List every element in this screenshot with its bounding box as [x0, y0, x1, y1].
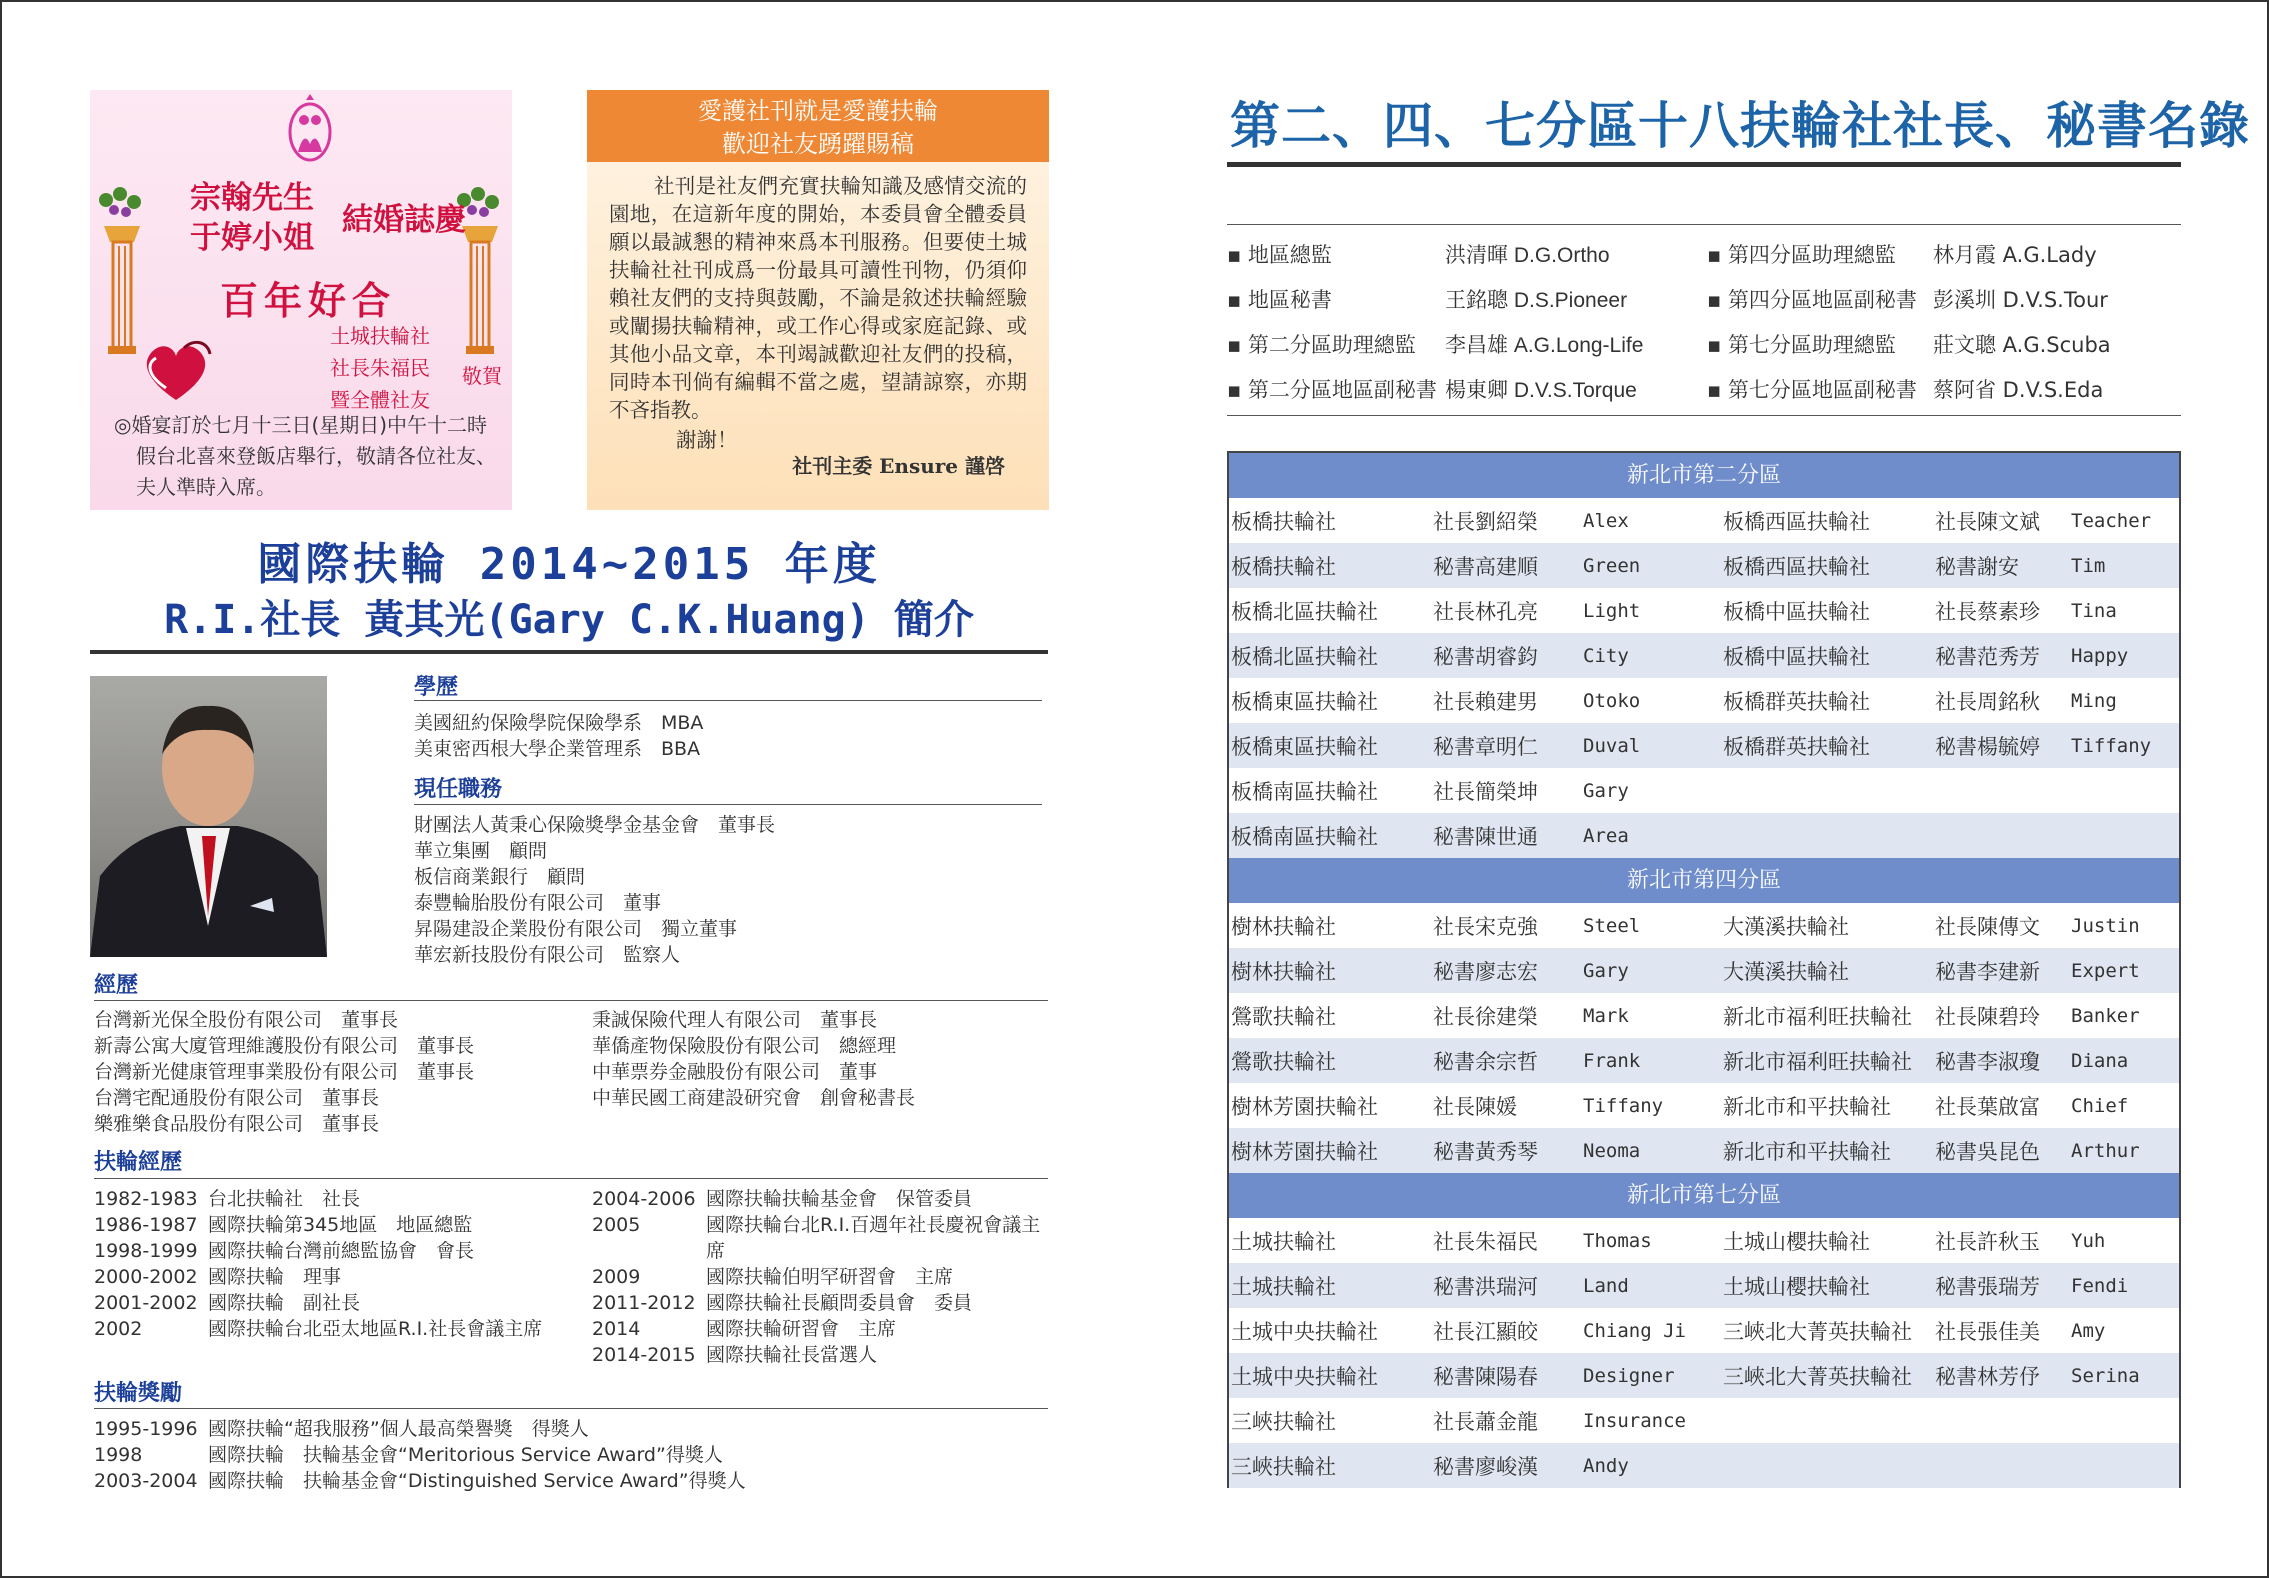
table-cell: Chiang Ji: [1583, 1319, 1686, 1342]
table-cell: 秘書高建順: [1433, 554, 1538, 579]
table-cell: 板橋扶輪社: [1231, 554, 1336, 579]
bullet-icon: ▪: [1707, 287, 1722, 312]
president-portrait: [90, 676, 327, 957]
bullet-icon: ▪: [1227, 287, 1242, 312]
table-row: [1229, 1443, 2179, 1488]
table-row: [1229, 1308, 2179, 1353]
table-row: [1229, 768, 2179, 813]
officer-row: ▪ 第二分區地區副秘書 楊東卿 D.V.S.Torque ▪ 第七分區地區副秘書 蔡阿省 D.V.S.Eda: [1227, 377, 2104, 402]
table-cell: 鶯歌扶輪社: [1231, 1049, 1336, 1074]
table-cell: 秘書林芳伃: [1935, 1364, 2040, 1389]
table-cell: 土城扶輪社: [1231, 1229, 1336, 1254]
table-cell: 社長賴建男: [1433, 689, 1538, 714]
table-cell: 社長朱福民: [1433, 1229, 1538, 1254]
table-cell: 秘書余宗哲: [1433, 1049, 1538, 1074]
table-cell: 新北市福利旺扶輪社: [1723, 1004, 1912, 1029]
table-cell: Fendi: [2071, 1274, 2129, 1297]
table-cell: 秘書陳世通: [1433, 824, 1538, 849]
list-item: 2003-2004 國際扶輪 扶輪基金會“Distinguished Service Award”得獎人: [94, 1470, 746, 1492]
table-cell: Expert: [2071, 959, 2140, 982]
table-cell: Teacher: [2071, 509, 2152, 532]
table-cell: Happy: [2071, 644, 2129, 667]
table-cell: 板橋扶輪社: [1231, 509, 1336, 534]
table-cell: Designer: [1583, 1364, 1675, 1387]
table-cell: 秘書張瑞芳: [1935, 1274, 2040, 1299]
club-roster-table: [1227, 451, 2181, 1488]
table-cell: 鶯歌扶輪社: [1231, 1004, 1336, 1029]
table-cell: 板橋北區扶輪社: [1231, 599, 1378, 624]
current-positions-list: 財團法人黃秉心保險獎學金基金會 董事長 華立集團 顧問 板信商業銀行 顧問 泰豐輪胎股份有限公司 董事 昇陽建設企業股份有限公司 獨立董事 華宏新技股份有限公司 監察人: [414, 814, 776, 966]
giver-regards: 敬賀: [462, 364, 502, 388]
table-cell: 秘書吳昆色: [1935, 1139, 2040, 1164]
table-cell: Amy: [2071, 1319, 2106, 1342]
table-cell: Gary: [1583, 959, 1629, 982]
table-cell: 社長簡榮坤: [1433, 779, 1538, 804]
table-cell: 社長陳媛: [1433, 1094, 1517, 1119]
awards-list: [94, 1416, 746, 1494]
table-cell: 板橋東區扶輪社: [1231, 689, 1378, 714]
table-row: [1229, 1353, 2179, 1398]
table-cell: Chief: [2071, 1094, 2129, 1117]
table-cell: 新北市和平扶輪社: [1723, 1094, 1891, 1119]
portrait-icon: [90, 676, 327, 957]
table-row: [1229, 633, 2179, 678]
table-cell: Andy: [1583, 1454, 1629, 1477]
table-row: [1229, 543, 2179, 588]
wedding-announcement: [90, 90, 512, 510]
list-item: 2005 國際扶輪台北R.I.百週年社長慶祝會議主席: [592, 1214, 1041, 1262]
journal-heading: 愛護社刊就是愛護扶輪 歡迎社友踴躍賜稿: [587, 90, 1049, 162]
experience-list-left: 台灣新光保全股份有限公司 董事長 新壽公寓大廈管理維護股份有限公司 董事長 台灣新光健康管理事業股份有限公司 董事長 台灣宅配通股份有限公司 董事長 樂雅樂食品股份有限公司 董事長: [94, 1009, 475, 1135]
bullet-icon: ▪: [1707, 242, 1722, 267]
table-cell: 秘書李建新: [1935, 959, 2040, 984]
table-cell: 板橋西區扶輪社: [1723, 554, 1870, 579]
table-cell: 新北市福利旺扶輪社: [1723, 1049, 1912, 1074]
table-row: [1229, 723, 2179, 768]
table-row: [1229, 1263, 2179, 1308]
education-label: 學歷: [414, 675, 459, 700]
couple-names: 宗翰先生 于婷小姐: [190, 180, 314, 256]
table-cell: Arthur: [2071, 1139, 2140, 1162]
table-cell: 社長陳傳文: [1935, 914, 2040, 939]
list-item: 1982-1983 台北扶輪社 社長: [94, 1188, 361, 1210]
list-item: 2014-2015 國際扶輪社長當選人: [592, 1344, 878, 1366]
roster-title: 第二、四、七分區十八扶輪社社長、秘書名錄: [1230, 97, 2250, 155]
table-cell: Steel: [1583, 914, 1641, 937]
table-cell: Tiffany: [1583, 1094, 1664, 1117]
rotary-experience-label: 扶輪經歷: [94, 1150, 183, 1175]
table-cell: Tiffany: [2071, 734, 2152, 757]
table-cell: 三峽北大菁英扶輪社: [1723, 1319, 1912, 1344]
ri-president-title: 國際扶輪 2014~2015 年度 R.I.社長 黃其光(Gary C.K.Huang) 簡介: [164, 539, 974, 643]
district-officers: [1227, 224, 2181, 416]
table-cell: 秘書謝安: [1935, 554, 2019, 579]
table-cell: 大漢溪扶輪社: [1723, 914, 1849, 939]
table-row: [1229, 498, 2179, 543]
table-cell: Green: [1583, 554, 1641, 577]
table-cell: 社長許秋玉: [1935, 1229, 2040, 1254]
table-row: [1229, 903, 2179, 948]
table-cell: 社長蕭金龍: [1433, 1409, 1538, 1434]
table-cell: 土城中央扶輪社: [1231, 1319, 1378, 1344]
table-cell: Diana: [2071, 1049, 2129, 1072]
table-cell: Neoma: [1583, 1139, 1641, 1162]
table-cell: 社長江顯皎: [1433, 1319, 1538, 1344]
table-row: [1229, 588, 2179, 633]
bullet-icon: ▪: [1707, 377, 1722, 402]
table-cell: Tina: [2071, 599, 2117, 622]
table-cell: 樹林扶輪社: [1231, 959, 1336, 984]
table-cell: 板橋東區扶輪社: [1231, 734, 1378, 759]
table-row: [1229, 1128, 2179, 1173]
table-cell: 樹林芳園扶輪社: [1231, 1139, 1378, 1164]
divider: [414, 804, 1042, 805]
divider: [94, 1000, 1048, 1001]
divider: [1227, 162, 2181, 167]
table-cell: Serina: [2071, 1364, 2140, 1387]
bullet-icon: ▪: [1227, 332, 1242, 357]
table-cell: Light: [1583, 599, 1641, 622]
awards-label: 扶輪獎勵: [94, 1381, 183, 1406]
table-cell: 秘書陳陽春: [1433, 1364, 1538, 1389]
table-cell: 秘書胡睿鈞: [1433, 644, 1538, 669]
journal-call-for-articles: [587, 90, 1049, 510]
table-cell: Insurance: [1583, 1409, 1686, 1432]
table-row: [1229, 1218, 2179, 1263]
table-cell: 土城山櫻扶輪社: [1723, 1229, 1870, 1254]
table-cell: 土城扶輪社: [1231, 1274, 1336, 1299]
table-row: [1229, 813, 2179, 858]
table-cell: Justin: [2071, 914, 2140, 937]
table-cell: Alex: [1583, 509, 1629, 532]
table-cell: 板橋西區扶輪社: [1723, 509, 1870, 534]
table-cell: 三峽北大菁英扶輪社: [1723, 1364, 1912, 1389]
list-item: 2001-2002 國際扶輪 副社長: [94, 1292, 361, 1314]
table-cell: Banker: [2071, 1004, 2140, 1027]
wedding-motto: 百年好合: [220, 278, 397, 323]
bullet-icon: ▪: [1227, 242, 1242, 267]
table-cell: 板橋中區扶輪社: [1723, 599, 1870, 624]
table-cell: Land: [1583, 1274, 1629, 1297]
divider: [414, 700, 1042, 701]
table-cell: 樹林扶輪社: [1231, 914, 1336, 939]
bullet-icon: ▪: [1227, 377, 1242, 402]
current-positions-label: 現任職務: [414, 777, 503, 802]
list-item: 2009 國際扶輪伯明罕研習會 主席: [592, 1266, 954, 1288]
table-cell: Gary: [1583, 779, 1629, 802]
table-cell: 秘書李淑瓊: [1935, 1049, 2040, 1074]
bullet-icon: ▪: [1707, 332, 1722, 357]
table-cell: 土城中央扶輪社: [1231, 1364, 1378, 1389]
table-cell: 社長林孔亮: [1433, 599, 1538, 624]
table-cell: City: [1583, 644, 1629, 667]
table-cell: Yuh: [2071, 1229, 2106, 1252]
table-cell: 社長陳碧玲: [1935, 1004, 2040, 1029]
list-item: 1986-1987 國際扶輪第345地區 地區總監: [94, 1214, 473, 1236]
table-cell: 秘書洪瑞河: [1433, 1274, 1538, 1299]
table-cell: 樹林芳園扶輪社: [1231, 1094, 1378, 1119]
table-cell: 板橋南區扶輪社: [1231, 779, 1378, 804]
table-row: [1229, 678, 2179, 723]
list-item: 2000-2002 國際扶輪 理事: [94, 1266, 342, 1288]
table-cell: 板橋中區扶輪社: [1723, 644, 1870, 669]
table-cell: Frank: [1583, 1049, 1641, 1072]
table-cell: 秘書范秀芳: [1935, 644, 2040, 669]
rotary-experience-left: [94, 1186, 564, 1342]
journal-signature: 社刊主委 Ensure 謹啓: [792, 454, 1005, 478]
list-item: 2011-2012 國際扶輪社長顧問委員會 委員: [592, 1292, 973, 1314]
table-cell: 板橋群英扶輪社: [1723, 689, 1870, 714]
table-cell: 社長葉啟富: [1935, 1094, 2040, 1119]
table-row: [1229, 1038, 2179, 1083]
officer-row: ▪ 第二分區助理總監 李昌雄 A.G.Long-Life ▪ 第七分區助理總監 莊文聰 A.G.Scuba: [1227, 332, 2111, 357]
table-row: [1229, 1398, 2179, 1443]
table-cell: 板橋群英扶輪社: [1723, 734, 1870, 759]
experience-list-right: 秉誠保險代理人有限公司 董事長 華僑產物保險股份有限公司 總經理 中華票券金融股份有限公司 董事 中華民國工商建設研究會 創會秘書長: [592, 1009, 916, 1109]
table-cell: Mark: [1583, 1004, 1629, 1027]
list-item: 2014 國際扶輪研習會 主席: [592, 1318, 897, 1340]
table-cell: Ming: [2071, 689, 2117, 712]
table-row: [1229, 948, 2179, 993]
rotary-experience-right: [592, 1186, 1048, 1368]
list-item: 1998-1999 國際扶輪台灣前總監協會 會長: [94, 1240, 475, 1262]
table-cell: 社長劉紹榮: [1433, 509, 1538, 534]
table-cell: 土城山櫻扶輪社: [1723, 1274, 1870, 1299]
hearts-icon: [136, 328, 218, 410]
table-cell: Otoko: [1583, 689, 1641, 712]
table-cell: 社長宋克強: [1433, 914, 1538, 939]
district-group-header: 新北市第二分區: [1229, 453, 2179, 498]
table-cell: 秘書黃秀琴: [1433, 1139, 1538, 1164]
celebration-text: 結婚誌慶: [342, 202, 466, 238]
divider: [90, 650, 1048, 654]
table-row: [1229, 993, 2179, 1038]
banquet-notice: ◎婚宴訂於七月十三日(星期日)中午十二時假台北喜來登飯店舉行，敬請各位社友、夫人準時入席。: [114, 413, 496, 499]
education-list: 美國紐約保險學院保險學系 MBA 美東密西根大學企業管理系 BBA: [414, 712, 704, 760]
table-cell: 社長徐建榮: [1433, 1004, 1538, 1029]
table-cell: 秘書廖志宏: [1433, 959, 1538, 984]
table-cell: 新北市和平扶輪社: [1723, 1139, 1891, 1164]
table-cell: 大漢溪扶輪社: [1723, 959, 1849, 984]
journal-body: 社刊是社友們充實扶輪知識及感情交流的園地，在這新年度的開始，本委員會全體委員願以最誠懇的精神來爲本刊服務。但要使土城扶輪社社刊成爲一份最具可讀性刊物，仍須仰賴社友們的支持與鼓勵，不論是敘述扶輪經驗或闡揚扶輪精神，或工作心得或家庭記錄、或其他小品文章，本刊竭誠歡迎社友們的投稿，同時本刊倘有編輯不當之處，望請諒察，亦期不吝指教。 謝謝！ 社刊主委 Ensure 謹啓: [609, 174, 1027, 478]
list-item: 1998 國際扶輪 扶輪基金會“Meritorious Service Award”得獎人: [94, 1444, 723, 1466]
table-cell: Duval: [1583, 734, 1641, 757]
experience-label: 經歷: [94, 973, 139, 998]
table-cell: 板橋北區扶輪社: [1231, 644, 1378, 669]
couple-logo-icon: [286, 94, 334, 164]
list-item: 1995-1996 國際扶輪“超我服務”個人最高榮譽獎 得獎人: [94, 1418, 589, 1440]
officer-row: ▪ 地區總監 洪清暉 D.G.Ortho ▪ 第四分區助理總監 林月霞 A.G.Lady: [1227, 242, 2097, 267]
table-cell: Thomas: [1583, 1229, 1652, 1252]
table-cell: Area: [1583, 824, 1629, 847]
table-cell: 板橋南區扶輪社: [1231, 824, 1378, 849]
table-cell: 秘書廖峻漢: [1433, 1454, 1538, 1479]
giver-list: 土城扶輪社 社長朱福民 暨全體社友: [330, 324, 430, 412]
table-cell: 社長張佳美: [1935, 1319, 2040, 1344]
table-cell: 三峽扶輪社: [1231, 1454, 1336, 1479]
table-cell: 秘書楊毓婷: [1935, 734, 2040, 759]
table-row: [1229, 1083, 2179, 1128]
divider: [94, 1408, 1048, 1409]
officer-row: ▪ 地區秘書 王銘聰 D.S.Pioneer ▪ 第四分區地區副秘書 彭溪圳 D.V.S.Tour: [1227, 287, 2108, 312]
table-cell: 社長周銘秋: [1935, 689, 2040, 714]
table-cell: 三峽扶輪社: [1231, 1409, 1336, 1434]
table-cell: 秘書章明仁: [1433, 734, 1538, 759]
table-cell: Tim: [2071, 554, 2106, 577]
table-cell: 社長陳文斌: [1935, 509, 2040, 534]
list-item: 2002 國際扶輪台北亞太地區R.I.社長會議主席: [94, 1318, 543, 1340]
district-group-header: 新北市第七分區: [1229, 1173, 2179, 1218]
table-cell: 社長蔡素珍: [1935, 599, 2040, 624]
divider: [94, 1178, 1048, 1179]
list-item: 2004-2006 國際扶輪扶輪基金會 保管委員: [592, 1188, 973, 1210]
district-group-header: 新北市第四分區: [1229, 858, 2179, 903]
